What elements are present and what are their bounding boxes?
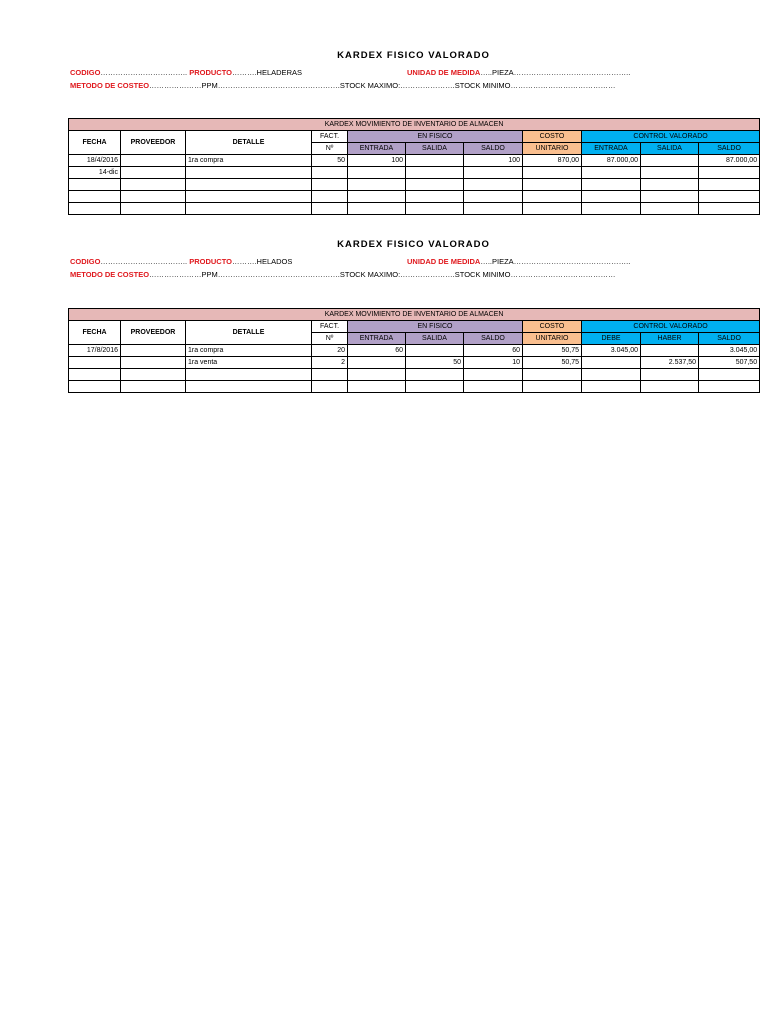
cell-detalle <box>186 203 312 215</box>
cell-val-saldo: 3.045,00 <box>699 345 760 357</box>
sub-unitario: UNITARIO <box>523 143 582 155</box>
cell-val-entrada <box>582 203 641 215</box>
cell-saldo <box>464 203 523 215</box>
cell-val-salida <box>641 179 699 191</box>
cell-salida <box>406 179 464 191</box>
cell-val-saldo <box>699 167 760 179</box>
sub-saldo: SALDO <box>464 143 523 155</box>
cell-saldo: 100 <box>464 155 523 167</box>
cell-fact <box>312 381 348 393</box>
cell-proveedor <box>121 191 186 203</box>
cell-proveedor <box>121 155 186 167</box>
cell-val-salida <box>641 155 699 167</box>
col-fact-no: Nº <box>312 143 348 155</box>
cell-salida <box>406 191 464 203</box>
col-fact: FACT. <box>312 131 348 143</box>
table-row <box>69 155 760 167</box>
cell-val-saldo <box>699 203 760 215</box>
codigo-value: …………………………….. <box>100 257 190 266</box>
cell-val-salida <box>641 167 699 179</box>
cell-fecha <box>69 179 121 191</box>
cell-fecha: 17/8/2016 <box>69 345 121 357</box>
col-fact-no: Nº <box>312 333 348 345</box>
cell-costo: 50,75 <box>523 357 582 369</box>
col-fact: FACT. <box>312 321 348 333</box>
cell-detalle <box>186 381 312 393</box>
unidad-value: …..PIEZA……………………………………….. <box>480 257 631 266</box>
cell-fecha <box>69 357 121 369</box>
cell-saldo <box>464 369 523 381</box>
table-body <box>69 345 760 393</box>
cell-costo: 50,75 <box>523 345 582 357</box>
cell-val-salida <box>641 381 699 393</box>
cell-costo <box>523 179 582 191</box>
group-en-fisico: EN FISICO <box>348 131 523 143</box>
group-costo: COSTO <box>523 321 582 333</box>
metodo-value: …………………PPM………………………………………….STOCK MAXIMO:………………….STOCK MINIMO…………………………………… <box>149 81 616 90</box>
sub-salida: SALIDA <box>406 333 464 345</box>
unidad-line <box>407 68 630 77</box>
sub-val-haber: HABER <box>641 333 699 345</box>
cell-val-saldo <box>699 179 760 191</box>
cell-fecha <box>69 369 121 381</box>
unidad-label: UNIDAD DE MEDIDA <box>407 257 481 266</box>
col-proveedor: PROVEEDOR <box>121 321 186 345</box>
cell-val-entrada <box>582 369 641 381</box>
cell-fact: 50 <box>312 155 348 167</box>
unidad-label: UNIDAD DE MEDIDA <box>407 68 481 77</box>
metodo-label: METODO DE COSTEO <box>70 81 150 90</box>
col-detalle: DETALLE <box>186 131 312 155</box>
unidad-value: …..PIEZA……………………………………….. <box>480 68 631 77</box>
metodo-label: METODO DE COSTEO <box>70 270 150 279</box>
cell-val-salida <box>641 345 699 357</box>
producto-label: PRODUCTO <box>189 68 232 77</box>
kardex-table <box>68 118 760 215</box>
cell-entrada <box>348 191 406 203</box>
cell-saldo: 10 <box>464 357 523 369</box>
cell-entrada <box>348 357 406 369</box>
header-line-2 <box>70 270 615 279</box>
group-control-valorado: CONTROL VALORADO <box>582 131 760 143</box>
cell-fact: 2 <box>312 357 348 369</box>
cell-val-entrada <box>582 357 641 369</box>
col-fecha: FECHA <box>69 321 121 345</box>
cell-proveedor <box>121 381 186 393</box>
metodo-value: …………………PPM………………………………………….STOCK MAXIMO:………………….STOCK MINIMO…………………………………… <box>149 270 616 279</box>
kardex-title: KARDEX FISICO VALORADO <box>337 50 490 61</box>
cell-fecha <box>69 381 121 393</box>
table-title: KARDEX MOVIMIENTO DE INVENTARIO DE ALMACEN <box>69 309 760 321</box>
cell-salida: 50 <box>406 357 464 369</box>
cell-val-saldo <box>699 381 760 393</box>
kardex-title: KARDEX FISICO VALORADO <box>337 239 490 250</box>
cell-salida <box>406 155 464 167</box>
table-row <box>69 381 760 393</box>
cell-proveedor <box>121 345 186 357</box>
cell-proveedor <box>121 369 186 381</box>
cell-saldo <box>464 179 523 191</box>
cell-fact <box>312 179 348 191</box>
header-line-2 <box>70 81 615 90</box>
sub-unitario: UNITARIO <box>523 333 582 345</box>
cell-fecha <box>69 203 121 215</box>
cell-detalle <box>186 191 312 203</box>
cell-val-salida <box>641 191 699 203</box>
kardex-section-1 <box>68 50 759 230</box>
cell-detalle <box>186 167 312 179</box>
cell-detalle: 1ra venta <box>186 357 312 369</box>
col-detalle: DETALLE <box>186 321 312 345</box>
cell-fact <box>312 369 348 381</box>
cell-val-entrada <box>582 179 641 191</box>
table-title: KARDEX MOVIMIENTO DE INVENTARIO DE ALMACEN <box>69 119 760 131</box>
cell-saldo <box>464 167 523 179</box>
cell-salida <box>406 345 464 357</box>
sub-entrada: ENTRADA <box>348 143 406 155</box>
cell-entrada <box>348 167 406 179</box>
cell-fecha: 14-dic <box>69 167 121 179</box>
cell-entrada <box>348 369 406 381</box>
sub-val-entrada: ENTRADA <box>582 143 641 155</box>
cell-val-salida <box>641 203 699 215</box>
cell-fact <box>312 167 348 179</box>
cell-proveedor <box>121 167 186 179</box>
cell-salida <box>406 203 464 215</box>
table-row <box>69 179 760 191</box>
cell-val-entrada: 87.000,00 <box>582 155 641 167</box>
cell-fact <box>312 203 348 215</box>
cell-detalle <box>186 369 312 381</box>
codigo-label: CODIGO <box>70 68 101 77</box>
producto-value: ……….HELADERAS <box>231 68 302 77</box>
producto-label: PRODUCTO <box>189 257 232 266</box>
cell-costo <box>523 191 582 203</box>
cell-val-saldo <box>699 191 760 203</box>
cell-saldo <box>464 191 523 203</box>
cell-detalle: 1ra compra <box>186 345 312 357</box>
group-costo: COSTO <box>523 131 582 143</box>
cell-val-entrada <box>582 191 641 203</box>
sub-val-salida: SALIDA <box>641 143 699 155</box>
cell-entrada: 100 <box>348 155 406 167</box>
sub-val-saldo: SALDO <box>699 333 760 345</box>
cell-detalle <box>186 179 312 191</box>
table-row <box>69 191 760 203</box>
group-control-valorado: CONTROL VALORADO <box>582 321 760 333</box>
cell-saldo <box>464 381 523 393</box>
cell-salida <box>406 167 464 179</box>
sub-salida: SALIDA <box>406 143 464 155</box>
cell-val-salida <box>641 369 699 381</box>
cell-entrada: 60 <box>348 345 406 357</box>
cell-saldo: 60 <box>464 345 523 357</box>
table-body <box>69 155 760 215</box>
cell-salida <box>406 381 464 393</box>
cell-proveedor <box>121 179 186 191</box>
cell-fact <box>312 191 348 203</box>
cell-fecha: 18/4/2016 <box>69 155 121 167</box>
header-line-1 <box>70 257 292 266</box>
col-fecha: FECHA <box>69 131 121 155</box>
table-row <box>69 167 760 179</box>
sub-val-debe: DEBE <box>582 333 641 345</box>
table-row <box>69 203 760 215</box>
cell-proveedor <box>121 357 186 369</box>
sub-entrada: ENTRADA <box>348 333 406 345</box>
producto-value: ……….HELADOS <box>231 257 293 266</box>
cell-salida <box>406 369 464 381</box>
cell-fecha <box>69 191 121 203</box>
table-row <box>69 345 760 357</box>
cell-detalle: 1ra compra <box>186 155 312 167</box>
cell-costo <box>523 167 582 179</box>
cell-costo: 870,00 <box>523 155 582 167</box>
cell-val-entrada: 3.045,00 <box>582 345 641 357</box>
cell-val-salida: 2.537,50 <box>641 357 699 369</box>
cell-costo <box>523 203 582 215</box>
cell-fact: 20 <box>312 345 348 357</box>
cell-val-saldo: 87.000,00 <box>699 155 760 167</box>
sub-val-saldo: SALDO <box>699 143 760 155</box>
group-en-fisico: EN FISICO <box>348 321 523 333</box>
codigo-label: CODIGO <box>70 257 101 266</box>
table-row <box>69 357 760 369</box>
cell-val-saldo: 507,50 <box>699 357 760 369</box>
unidad-line <box>407 257 630 266</box>
kardex-section-2 <box>68 239 759 409</box>
col-proveedor: PROVEEDOR <box>121 131 186 155</box>
cell-entrada <box>348 179 406 191</box>
cell-val-entrada <box>582 167 641 179</box>
cell-costo <box>523 381 582 393</box>
cell-proveedor <box>121 203 186 215</box>
cell-entrada <box>348 203 406 215</box>
sub-saldo: SALDO <box>464 333 523 345</box>
table-row <box>69 369 760 381</box>
cell-costo <box>523 369 582 381</box>
cell-entrada <box>348 381 406 393</box>
header-line-1 <box>70 68 302 77</box>
cell-val-entrada <box>582 381 641 393</box>
cell-val-saldo <box>699 369 760 381</box>
kardex-table <box>68 308 760 393</box>
codigo-value: …………………………….. <box>100 68 190 77</box>
